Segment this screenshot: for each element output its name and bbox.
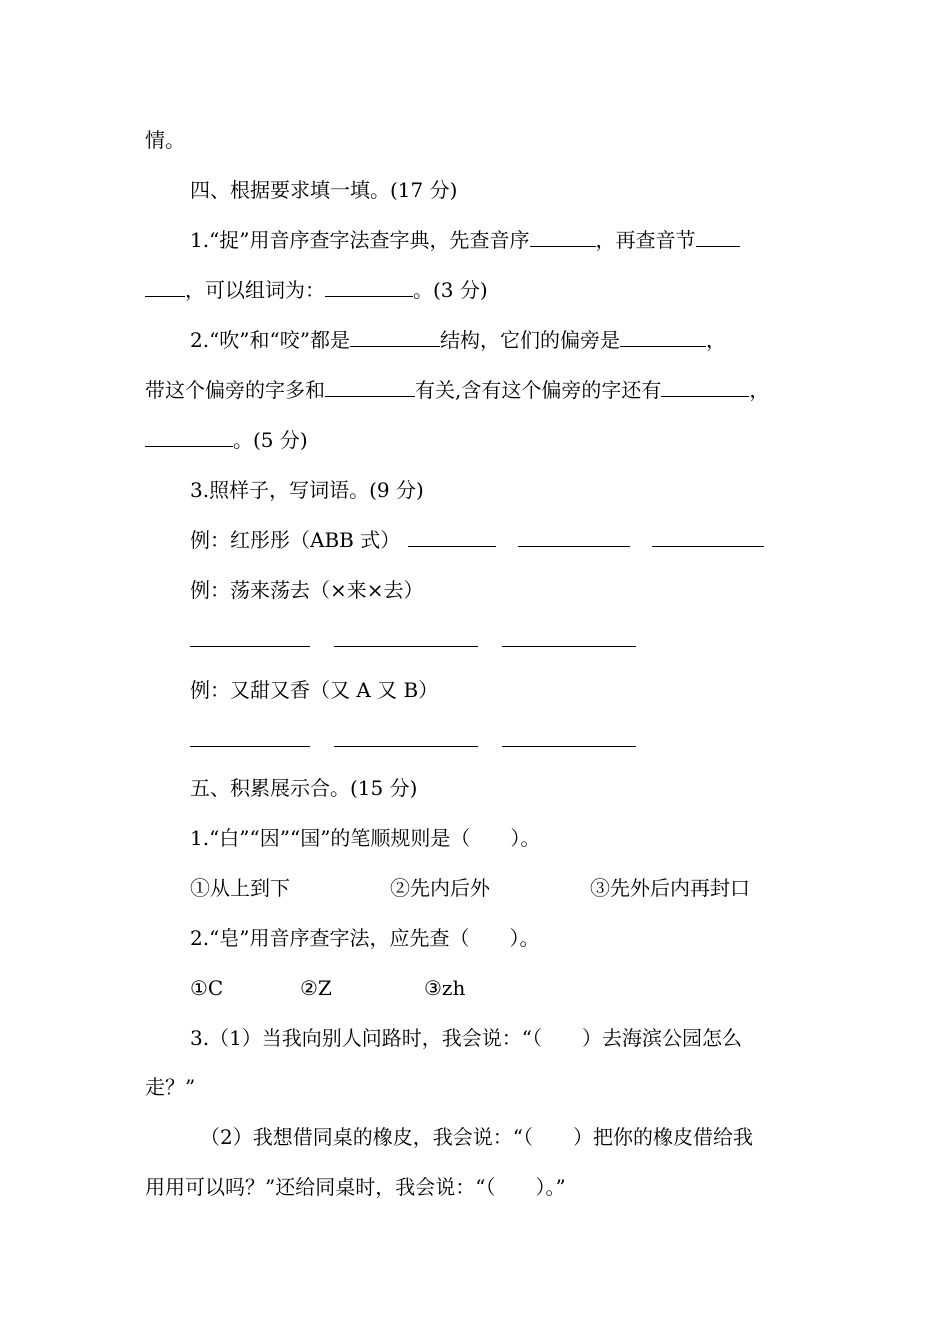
answer-blank[interactable] (325, 278, 413, 297)
text: 2.“吹”和“咬”都是 (190, 328, 350, 352)
text: 带这个偏旁的字多和 (145, 378, 325, 402)
option-3[interactable]: ③先外后内再封口 (590, 876, 750, 900)
example-1-line (190, 528, 764, 552)
answer-blank[interactable] (408, 528, 496, 547)
question-3-title (190, 478, 424, 502)
question-2-line-1 (190, 328, 726, 352)
answer-blank[interactable] (502, 628, 636, 647)
answer-blank[interactable] (652, 528, 764, 547)
text: ， (749, 378, 770, 402)
text: 例：又甜又香（又 A 又 B） (190, 678, 439, 702)
example-3-blanks (190, 728, 636, 752)
option-3[interactable]: ③zh (424, 976, 466, 1000)
answer-blank[interactable] (502, 728, 636, 747)
paragraph-tail (145, 128, 185, 152)
s5-question-3-line-3 (200, 1125, 753, 1149)
answer-blank[interactable] (518, 528, 630, 547)
option-2[interactable]: ②Z (300, 976, 332, 1000)
section-five-title (190, 776, 417, 800)
s5-question-3-line-1 (190, 1026, 742, 1050)
answer-blank[interactable] (190, 728, 310, 747)
s5-question-1 (190, 826, 540, 850)
text: （2）我想借同桌的橡皮，我会说：“（ ）把你的橡皮借给我 (200, 1125, 753, 1149)
example-2-blanks (190, 628, 636, 652)
answer-blank[interactable] (661, 378, 749, 397)
text: 。(3 分) (413, 278, 488, 302)
answer-blank[interactable] (620, 328, 706, 347)
text: 走？” (145, 1075, 196, 1099)
text: 结构，它们的偏旁是 (439, 328, 620, 352)
answer-blank[interactable] (334, 728, 478, 747)
answer-blank[interactable] (325, 378, 415, 397)
text: 例：红彤彤（ABB 式） (190, 528, 401, 552)
section-four-title (190, 178, 457, 202)
answer-blank[interactable] (334, 628, 478, 647)
s5-question-3-line-2 (145, 1075, 195, 1099)
question-1-line-2 (145, 278, 488, 302)
s5-question-3-line-4 (145, 1175, 566, 1199)
text: 用用可以吗？”还给同桌时，我会说：“（ ）。” (145, 1175, 566, 1199)
answer-blank[interactable] (530, 228, 596, 247)
text: 五、积累展示合。(15 分) (190, 776, 418, 800)
option-2[interactable]: ②先内后外 (390, 876, 490, 900)
text: 3.（1）当我向别人问路时，我会说：“（ ）去海滨公园怎么 (190, 1026, 743, 1050)
question-1-line-1 (190, 228, 740, 252)
text: 2.“皂”用音序查字法，应先查（ ）。 (190, 926, 540, 950)
text: ， (705, 328, 726, 352)
answer-blank[interactable] (696, 228, 740, 247)
answer-blank[interactable] (190, 628, 310, 647)
option-1[interactable]: ①从上到下 (190, 876, 290, 900)
text: 1.“捉”用音序查字法查字典，先查音序 (190, 228, 530, 252)
text: ，可以组词为： (185, 278, 325, 302)
example-3-line (190, 678, 438, 702)
example-2-line (190, 578, 424, 602)
text: 3.照样子，写词语。(9 分) (190, 478, 424, 502)
text: 情。 (145, 128, 185, 152)
answer-blank[interactable] (145, 278, 185, 297)
text: ，再查音节 (595, 228, 696, 252)
text: 有关,含有这个偏旁的字还有 (415, 378, 662, 402)
text: 四、根据要求填一填。(17 分) (190, 178, 458, 202)
s5-question-2 (190, 926, 540, 950)
text: 1.“白”“因”“国”的笔顺规则是（ ）。 (190, 826, 541, 850)
question-2-line-3 (145, 428, 308, 452)
text: 。(5 分) (233, 428, 308, 452)
option-1[interactable]: ①C (190, 976, 224, 1000)
answer-blank[interactable] (145, 428, 233, 447)
question-2-line-2 (145, 378, 769, 402)
answer-blank[interactable] (350, 328, 440, 347)
text: 例：荡来荡去（×来×去） (190, 578, 424, 602)
